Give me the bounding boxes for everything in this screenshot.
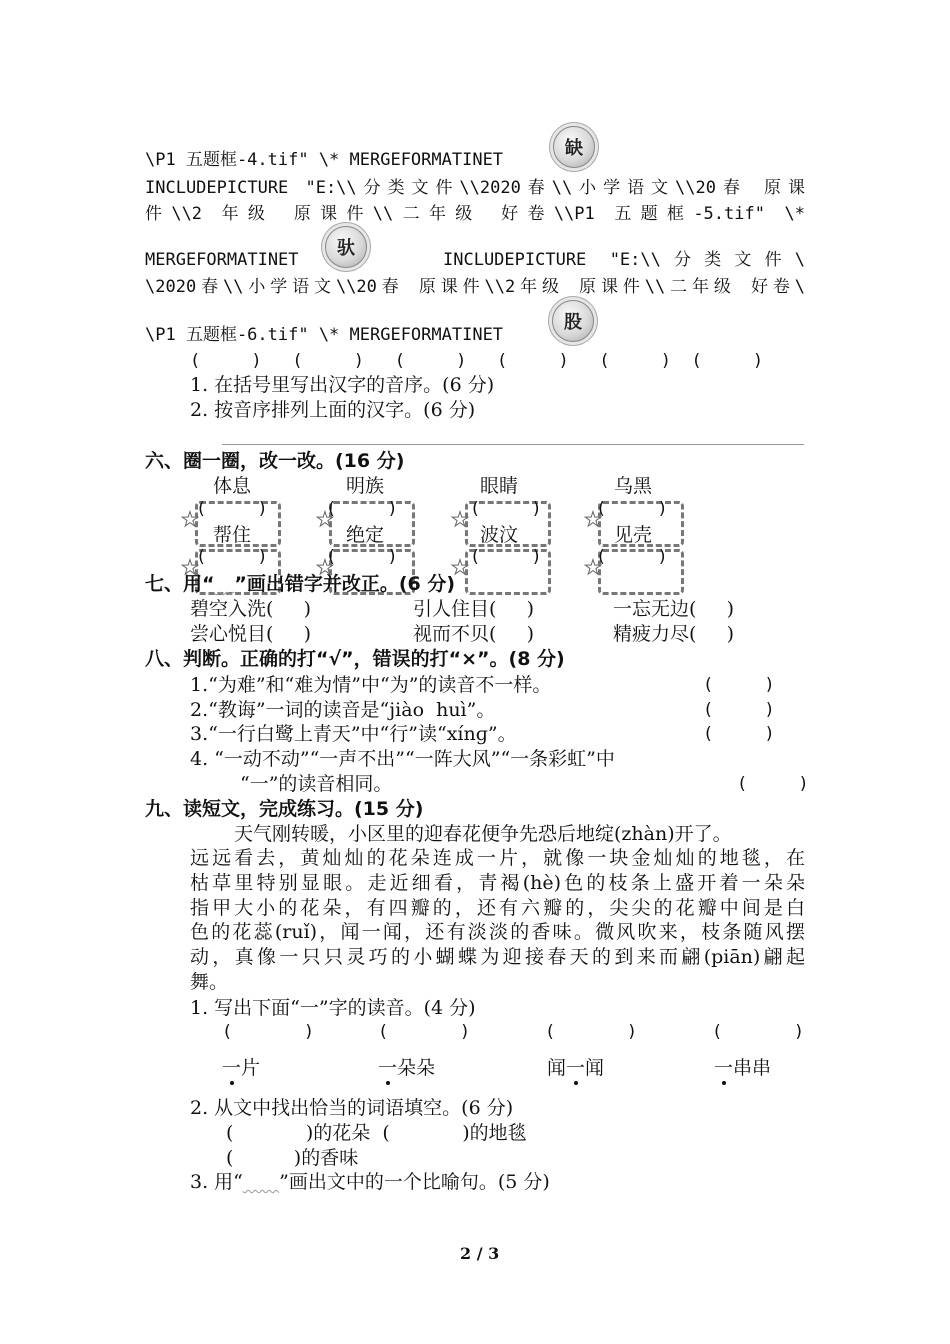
star-icon: ★ [316,507,334,531]
section6-word-3: 眼睛 [480,475,519,497]
section7-item-2: 引人住目( ) [413,598,535,620]
yi-word-4: 一串串 [714,1057,772,1079]
section8-answer-2[interactable]: ( ) [703,700,775,720]
fill-blank-line-2[interactable]: ( )的香味 [226,1147,359,1169]
section7-item-3: 一忘无边( ) [613,598,735,620]
section9-question-1: 1. 写出下面“一”字的读音。(4 分) [190,997,476,1019]
section6-word-2: 明族 [346,475,385,497]
character-badge-1: 缺 [553,126,595,168]
section5-line6: \P1 五题框-6.tif" \* MERGEFORMATINET [145,325,504,345]
section6-paren-5: ( ) [196,547,268,567]
yi-word-3: 闻一闻 [547,1057,605,1079]
section7-item-5: 视而不贝( ) [413,623,535,645]
section7-item-4: 尝心悦目( ) [190,623,312,645]
star-icon: ★ [451,507,469,531]
page-number: 2 / 3 [460,1244,500,1263]
section7-title: 七、用“ ”画出错字并改正。(6 分) [145,573,456,595]
star-icon: ★ [316,555,334,579]
section5-answer-blanks[interactable]: ( ) ( ) ( ) ( ) ( ) ( ) [190,351,764,371]
section5-line5: \2020春\\小学语文\\20春 原课件\\2年级 原课件\\二年级 好卷\ [145,277,805,297]
section8-answer-1[interactable]: ( ) [703,675,775,695]
section9-question-3: 3. 用“ ”画出文中的一个比喻句。(5 分) [190,1171,550,1193]
star-icon: ★ [181,507,199,531]
reading-blank-3[interactable]: ( ) [545,1022,638,1042]
section8-answer-4[interactable]: ( ) [737,774,809,794]
section7-item-6: 精疲力尽( ) [613,623,735,645]
yi-word-1: 一片 [222,1057,261,1079]
section6-word-5: 帮住 [213,524,252,546]
passage-line-4: 指甲大小的花朵，有四瓣的，还有六瓣的，尖尖的花瓣中间是白 [190,897,805,919]
reading-blank-1[interactable]: ( ) [222,1022,315,1042]
passage-line-2: 远远看去，黄灿灿的花朵连成一片，就像一块金灿灿的地毯，在 [190,847,805,869]
star-icon: ★ [584,555,602,579]
fill-blank-line-1[interactable]: ( )的花朵 ( )的地毯 [226,1122,527,1144]
character-badge-3: 股 [552,300,594,342]
section6-paren-8: ( ) [596,547,668,567]
answer-line[interactable] [222,444,804,445]
section8-item-1: 1.“为难”和“难为情”中“为”的读音不一样。 [190,674,552,696]
wavy-underline-sample [243,1171,279,1193]
star-icon: ★ [181,555,199,579]
wavy-underline-sample [215,573,235,595]
section6-word-7: 波汶 [480,524,519,546]
yi-word-2: 一朵朵 [378,1057,436,1079]
section8-answer-3[interactable]: ( ) [703,724,775,744]
section6-paren-3: ( ) [470,499,542,519]
reading-blank-2[interactable]: ( ) [378,1022,471,1042]
passage-line-3: 枯草里特别显眼。走近细看，青褐(hè)色的枝条上盛开着一朵朵 [190,872,805,894]
section8-item-3: 3.“一行白鹭上青天”中“行”读“xínɡ”。 [190,723,517,745]
section5-line4b: INCLUDEPICTURE "E:\\分类文件\ [443,250,805,270]
passage-line-6: 动，真像一只只灵巧的小蝴蝶为迎接春天的到来而翩(piān)翩起 [190,946,805,968]
character-badge-2: 驮 [325,226,367,268]
section6-word-4: 乌黑 [614,475,653,497]
section7-item-1: 碧空入洗( ) [190,598,312,620]
section5-line3: 件\\2 年级 原课件\\二年级 好卷\\P1 五题框-5.tif" \* [145,204,805,224]
section9-title: 九、读短文，完成练习。(15 分) [145,798,424,820]
passage-line-5: 色的花蕊(ruǐ)，闻一闻，还有淡淡的香味。微风吹来，枝条随风摆 [190,921,805,943]
passage-line-1: 天气刚转暖，小区里的迎春花便争先恐后地绽(zhàn)开了。 [234,823,732,845]
section5-line1: \P1 五题框-4.tif" \* MERGEFORMATINET [145,150,504,170]
section6-paren-7: ( ) [470,547,542,567]
section6-paren-6: ( ) [326,547,398,567]
section9-question-2: 2. 从文中找出恰当的词语填空。(6 分) [190,1097,514,1119]
section6-word-8: 见壳 [614,524,653,546]
section6-paren-2: ( ) [326,499,398,519]
star-icon: ★ [451,555,469,579]
section5-line2: INCLUDEPICTURE "E:\\分类文件\\2020春\\小学语文\\20春 原课 [145,178,805,198]
passage-line-7: 舞。 [190,971,229,993]
star-icon: ★ [584,507,602,531]
section6-word-6: 绝定 [346,524,385,546]
section8-title: 八、判断。正确的打“√”，错误的打“×”。(8 分) [145,648,565,670]
section5-line4a: MERGEFORMATINET [145,250,299,270]
section6-title: 六、圈一圈，改一改。(16 分) [145,450,405,472]
reading-blank-4[interactable]: ( ) [712,1022,805,1042]
section6-paren-4: ( ) [596,499,668,519]
section6-word-1: 体息 [213,475,252,497]
section8-item-4-cont: “一”的读音相同。 [240,773,393,795]
section5-question-2: 2. 按音序排列上面的汉字。(6 分) [190,399,476,421]
section5-question-1: 1. 在括号里写出汉字的音序。(6 分) [190,374,495,396]
section8-item-4: 4. “一动不动”“一声不出”“一阵大风”“一条彩虹”中 [190,748,615,770]
section8-item-2: 2.“教诲”一词的读音是“jiào huì”。 [190,699,496,721]
section6-paren-1: ( ) [196,499,268,519]
